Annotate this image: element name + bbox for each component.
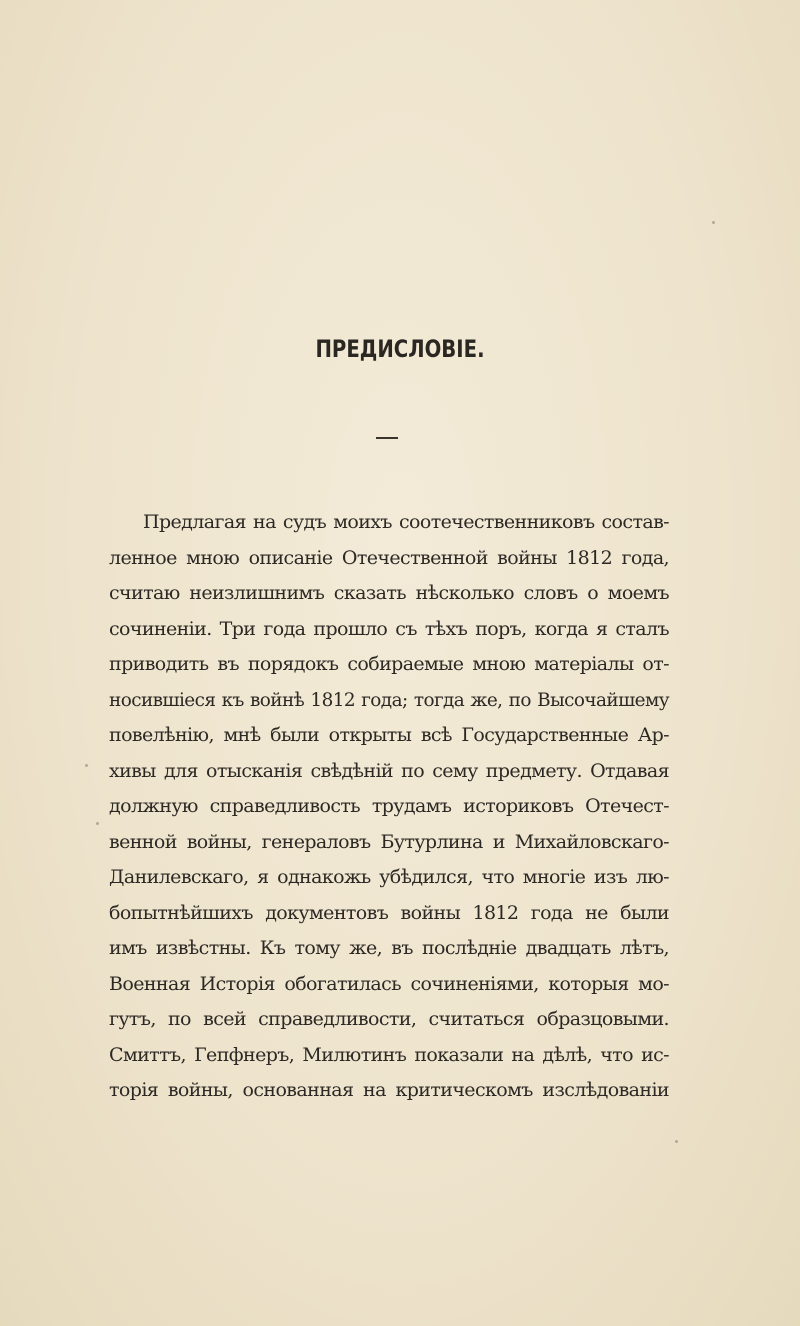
preface-body (109, 505, 669, 1109)
text-line: приводить въ порядокъ собираемые мною матеріалы от- (109, 653, 669, 675)
text-line: Предлагая на судъ моихъ соотечественниковъ состав- (143, 511, 669, 533)
paper-speck (85, 764, 88, 767)
text-line: сочиненіи. Три года прошло съ тѣхъ поръ, когда я сталъ (109, 617, 669, 640)
text-line: Смиттъ, Гепфнеръ, Милютинъ показали на дѣлѣ, что ис- (109, 1043, 669, 1066)
paper-speck (675, 1140, 678, 1143)
text-line: Военная Исторія обогатилась сочиненіями, которыя мо- (109, 972, 669, 995)
text-line: носившіеся къ войнѣ 1812 года; тогда же, по Высочайшему (109, 688, 669, 711)
text-line: хивы для отысканія свѣдѣній по сему предмету. Отдавая (109, 759, 669, 782)
text-line: бопытнѣйшихъ документовъ войны 1812 года не были (109, 901, 669, 924)
text-line: Данилевскаго, я однакожь убѣдился, что многіе изъ лю- (109, 866, 669, 888)
paper-speck (712, 221, 715, 224)
text-line: ленное мною описаніе Отечественной войны 1812 года, (109, 546, 669, 569)
text-line: торія войны, основанная на критическомъ изслѣдованіи (109, 1079, 669, 1101)
text-line: должную справедливость трудамъ историковъ Отечест- (109, 795, 669, 817)
paper-speck (96, 822, 99, 825)
text-line: считаю неизлишнимъ сказать нѣсколько словъ о моемъ (109, 582, 669, 604)
heading-rule (376, 437, 398, 439)
text-line: повелѣнію, мнѣ были открыты всѣ Государственные Ар- (109, 724, 669, 746)
preface-heading: ПРЕДИСЛОВІЕ. (315, 335, 485, 363)
text-line: имъ извѣстны. Къ тому же, въ послѣдніе двадцать лѣтъ, (109, 937, 669, 959)
text-line: венной войны, генераловъ Бутурлина и Михайловскаго- (109, 830, 669, 853)
text-line: гутъ, по всей справедливости, считаться образцовыми. (109, 1008, 669, 1030)
